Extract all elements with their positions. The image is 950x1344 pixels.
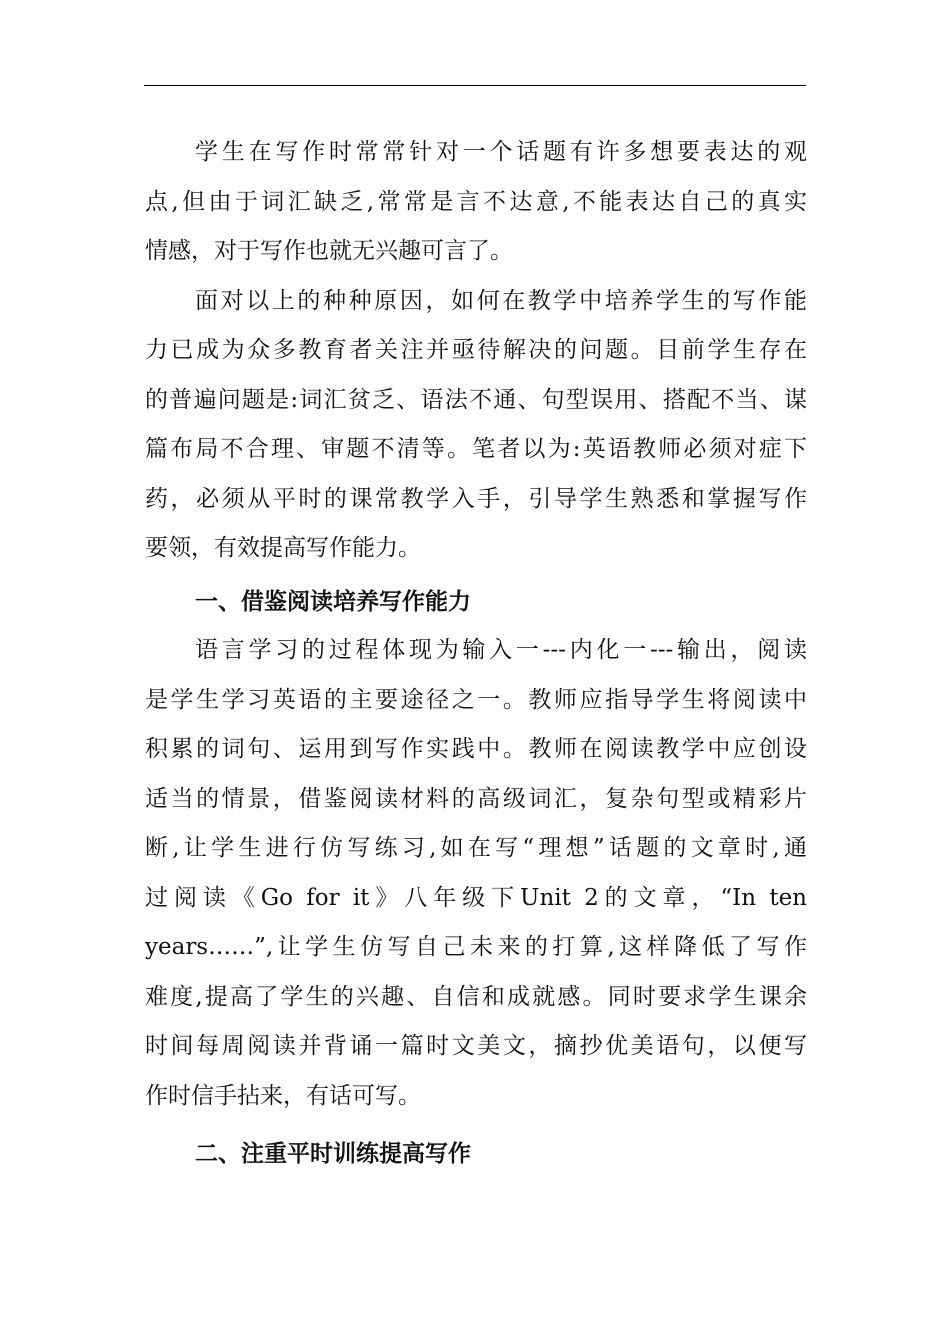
text-line: 适当的情景，借鉴阅读材料的高级词汇，复杂句型或精彩片	[145, 785, 807, 812]
text-line: 力已成为众多教育者关注并亟待解决的问题。目前学生存在	[145, 337, 807, 363]
text-line: 学生在写作时常常针对一个话题有许多想要表达的观	[195, 139, 807, 165]
text-line: 是学生学习英语的主要途径之一。教师应指导学生将阅读中	[145, 686, 807, 713]
text-line: 难度,提高了学生的兴趣、自信和成就感。同时要求学生课余	[145, 983, 807, 1010]
text-line: 药，必须从平时的课常教学入手，引导学生熟悉和掌握写作	[145, 485, 807, 512]
text-line: 要领，有效提高写作能力。	[145, 535, 421, 561]
text-line: 过阅读《Go for it》八年级下Unit 2的文章，“In ten	[145, 884, 807, 911]
text-line: 积累的词句、运用到写作实践中。教师在阅读教学中应创设	[145, 736, 807, 762]
section-heading: 二、注重平时训练提高写作	[195, 1140, 471, 1167]
text-line: 作时信手拈来，有话可写。	[145, 1082, 421, 1109]
header-rule	[144, 85, 806, 86]
text-line: years……”,让学生仿写自己未来的打算,这样降低了写作	[145, 934, 807, 960]
text-line: 情感，对于写作也就无兴趣可言了。	[145, 238, 513, 264]
text-line: 的普遍问题是:词汇贫乏、语法不通、句型误用、搭配不当、谋	[145, 386, 807, 413]
document-body	[145, 128, 807, 1179]
text-line: 点,但由于词汇缺乏,常常是言不达意,不能表达自己的真实	[145, 188, 807, 215]
text-line: 时间每周阅读并背诵一篇时文美文，摘抄优美语句，以便写	[145, 1033, 807, 1059]
section-heading: 一、借鉴阅读培养写作能力	[195, 587, 471, 615]
text-line: 篇布局不合理、审题不清等。笔者以为:英语教师必须对症下	[145, 436, 807, 462]
text-line: 断,让学生进行仿写练习,如在写“理想”话题的文章时,通	[145, 835, 807, 861]
text-line: 面对以上的种种原因，如何在教学中培养学生的写作能	[195, 287, 807, 314]
text-line: 语言学习的过程体现为输入一---内化一---输出，阅读	[195, 637, 807, 663]
